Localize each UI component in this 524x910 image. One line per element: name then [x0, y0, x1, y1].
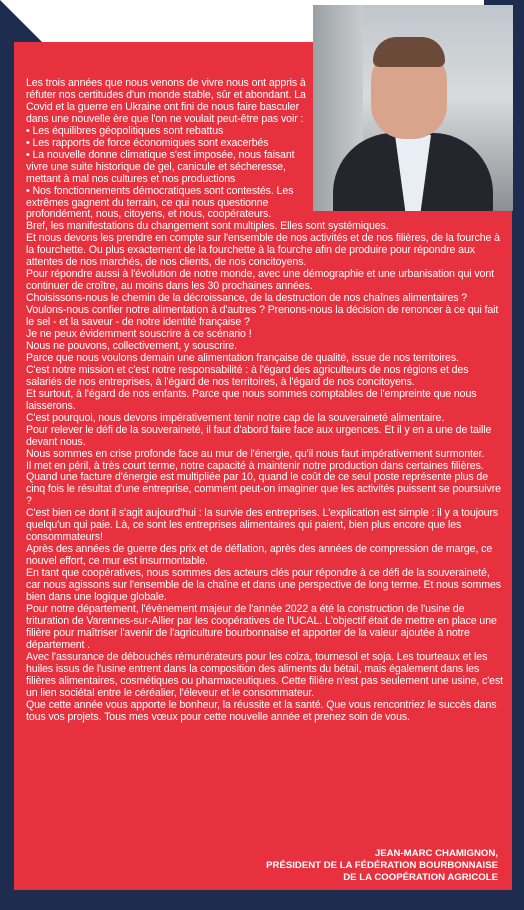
bullet-item: • Nos fonctionnements démocratiques sont contestés. Les extrêmes gagnent du terrain, ce qui nous questionne profondément, nous, citoyens, et nous, coopérateurs. — [26, 184, 294, 221]
paragraph: Pour répondre aussi à l'évolution de notre monde, avec une démographie et une urbanisation qui vont continuer de croître, au moins dans les 30 prochaines années. — [26, 268, 494, 293]
paragraph: Parce que nous voulons demain une alimentation française de qualité, issue de nos territoires. — [26, 351, 459, 364]
paragraph: Bref, les manifestations du changement sont multiples. Elles sont systémiques. — [26, 220, 389, 233]
paragraph: Et surtout, à l'égard de nos enfants. Parce que nous sommes comptables de l'empreinte que nous laisserons. — [26, 387, 477, 412]
signature-name: JEAN-MARC CHAMIGNON, — [374, 848, 498, 859]
paragraph: Je ne peux évidemment souscrire à ce scénario ! — [26, 328, 252, 341]
paragraph: C'est notre mission et c'est notre responsabilité : à l'égard des agriculteurs de nos régions et des salariés de nos entreprises, à l'égard de nos territoires, à l'égard de nos concitoyens. — [26, 363, 469, 388]
paragraph: Choisissons-nous le chemin de la décroissance, de la destruction de nos chaînes alimentaires ? Voulons-nous confier notre alimentation à d'autres ? Prenons-nous la décision de renoncer à ce qui fait le sel - et la saveur - de notre identité française ? — [26, 292, 499, 329]
paragraph: Il met en péril, à très court terme, notre capacité à maintenir notre production dans certaines filières. Quand une facture d'énergie est multipliée par 10, quand le coût de ce seul poste représente plus de cinq fois le résultat d'une entreprise, comment peut-on imaginer que les activités puissent se poursuivre ? — [26, 459, 501, 508]
signature-block — [266, 848, 498, 884]
signature-title-line-2: DE LA COOPÉRATION AGRICOLE — [343, 872, 498, 883]
paragraph: Nous ne pouvons, collectivement, y souscrire. — [26, 339, 238, 352]
paragraph: Et nous devons les prendre en compte sur l'ensemble de nos activités et de nos filières, de la fourche à la fourchette. Ou plus exactement de la fourchette à la fourche afin de produire pour répondre aux attentes de nos marchés, de nos clients, de nos concitoyens. — [26, 232, 500, 269]
bullet-item: • Les équilibres géopolitiques sont rebattus — [26, 124, 224, 137]
editorial-text — [26, 78, 504, 723]
photo-hair — [373, 37, 445, 67]
paragraph: C'est pourquoi, nous devons impérativement tenir notre cap de la souveraineté alimentaire. — [26, 411, 445, 424]
signature-title-line-1: PRÉSIDENT DE LA FÉDÉRATION BOURBONNAISE — [266, 860, 498, 871]
paragraph: C'est bien ce dont il s'agit aujourd'hui : la survie des entreprises. L'explication est simple : il y a toujours quelqu'un qui paie. Là, ce sont les entreprises alimentaires qui paient, bien plus encore que les consommateurs! — [26, 507, 499, 544]
bullet-item: • Les rapports de force économiques sont exacerbés — [26, 136, 269, 149]
paragraph: En tant que coopératives, nous sommes des acteurs clés pour répondre à ce défi de la souveraineté, car nous agissons sur l'ensemble de la chaîne et dans une perspective de long terme. Et nous sommes bien dans une logique globale. — [26, 567, 501, 603]
paragraph: Nous sommes en crise profonde face au mur de l'énergie, qu'il nous faut impérativement surmonter. — [26, 447, 485, 460]
paragraph: Que cette année vous apporte le bonheur, la réussite et la santé. Que vous rencontriez le succès dans tous vos projets. Tous mes vœux pour cette nouvelle année et prenez soin de vous. — [26, 698, 497, 723]
narrow-column — [26, 78, 308, 221]
paragraph: Les trois années que nous venons de vivre nous ont appris à réfuter nos certitudes d'un monde stable, sûr et abondant. La Covid et la guerre en Ukraine ont fini de nous faire basculer dans une nouvelle ère que l'on ne voulait peut-être pas voir : — [26, 77, 306, 125]
bullet-item: • La nouvelle donne climatique s'est imposée, nous faisant vivre une suite historique de gel, canicule et sécheresse, mettant à mal nos cultures et nos productions — [26, 148, 295, 185]
paragraph: Après des années de guerre des prix et de déflation, après des années de compression de marge, ce nouvel effort, ce mur est insurmontable. — [26, 543, 493, 568]
paragraph: Pour relever le défi de la souveraineté, il faut d'abord faire face aux urgences. Et il y en a une de taille devant nous. — [26, 423, 492, 448]
paragraph: Pour notre département, l'évènement majeur de l'année 2022 a été la construction de l'usine de trituration de Varennes-sur-Allier par les coopératives de l'UCAL. L'objectif était de mettre en place une filière pour maîtriser l'avenir de l'agriculture bourbonnaise et apporter de la valeur ajoutée à notre département . — [26, 602, 497, 651]
paragraph: Avec l'assurance de débouchés rémunérateurs pour les colza, tournesol et soja. Les tourteaux et les huiles issus de l'usine entrent dans la composition des aliments du bétail, mais également dans les filières alimentaires, cosmétiques ou pharmaceutiques. Cette filière n'est pas seulement une usine, c'est un lien sociétal entre le céréalier, l'éleveur et le consommateur. — [26, 650, 503, 699]
